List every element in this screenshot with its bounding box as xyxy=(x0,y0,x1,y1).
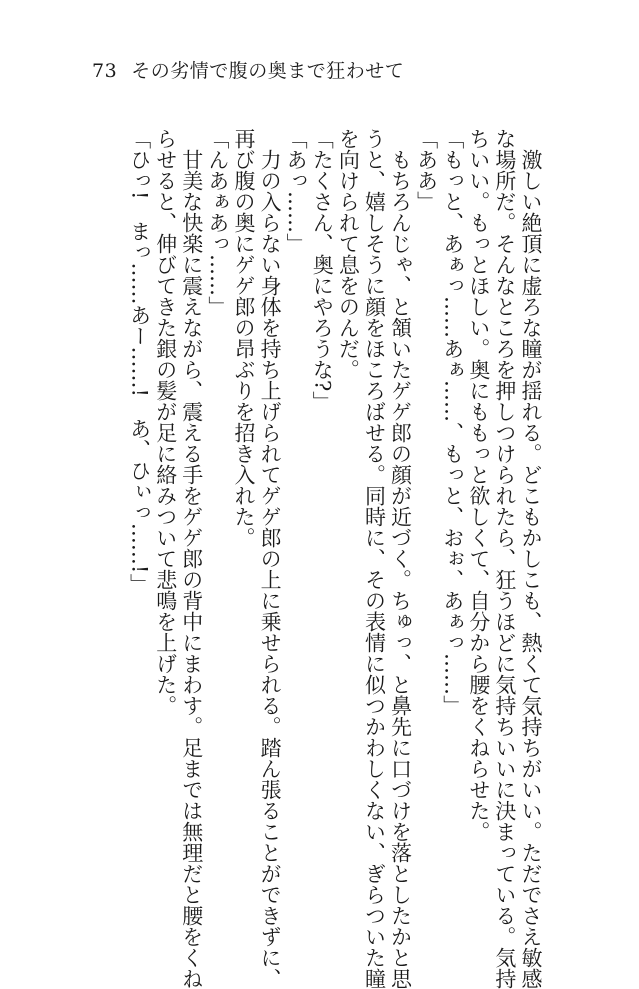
chapter-title: その劣情で腹の奥まで狂わせて xyxy=(131,60,405,82)
text-line: もちろんじゃ、と頷いたゲゲ郎の顔が近づく。ちゅっ、と鼻先に口づけを落としたかと思 xyxy=(388,128,413,989)
page-number: 73 xyxy=(92,60,118,82)
vertical-body-text xyxy=(74,128,544,989)
page-header xyxy=(92,56,404,83)
text-line: な場所だ。そんなところを押しつけられたら、狂うほどに気持ちいいに決まっている。気持 xyxy=(492,128,517,989)
text-line: 「もっと、あぁっ……あぁ……、もっと、おぉ、あぁっ……」 xyxy=(440,128,465,716)
text-line: ちいい。もっとほしい。奥にももっと欲しくて、自分から腰をくねらせた。 xyxy=(466,128,491,842)
text-line: 「あっ……」 xyxy=(284,128,309,254)
text-line: らせると、伸びてきた銀の髪が足に絡みついて悲鳴を上げた。 xyxy=(153,128,178,716)
text-line: 「んあぁあっ……」 xyxy=(205,128,230,317)
text-line: 激しい絶頂に虚ろな瞳が揺れる。どこもかしこも、熱くて気持ちがいい。ただでさえ敏感 xyxy=(519,128,543,989)
text-line: 甘美な快楽に震えながら、震える手をゲゲ郎の背中にまわす。足までは無理だと腰をくね xyxy=(179,128,204,989)
text-line: 再び腹の奥にゲゲ郎の昂ぶりを招き入れた。 xyxy=(231,128,256,548)
text-line: 「ああ」 xyxy=(414,128,439,212)
text-line: を向けられて息をのんだ。 xyxy=(336,128,361,380)
text-line: 「たくさん、奥にやろうな?」 xyxy=(310,128,335,413)
text-line: 力の入らない身体を持ち上げられてゲゲ郎の上に乗せられる。踏ん張ることができずに、 xyxy=(258,128,283,989)
text-line: うと、嬉しそうに顔をほころばせる。同時に、その表情に似つかわしくない、ぎらついた瞳 xyxy=(362,128,387,989)
text-line: 「ひっ! まっ……あー……! あ、ひぃっ……!」 xyxy=(127,128,152,595)
